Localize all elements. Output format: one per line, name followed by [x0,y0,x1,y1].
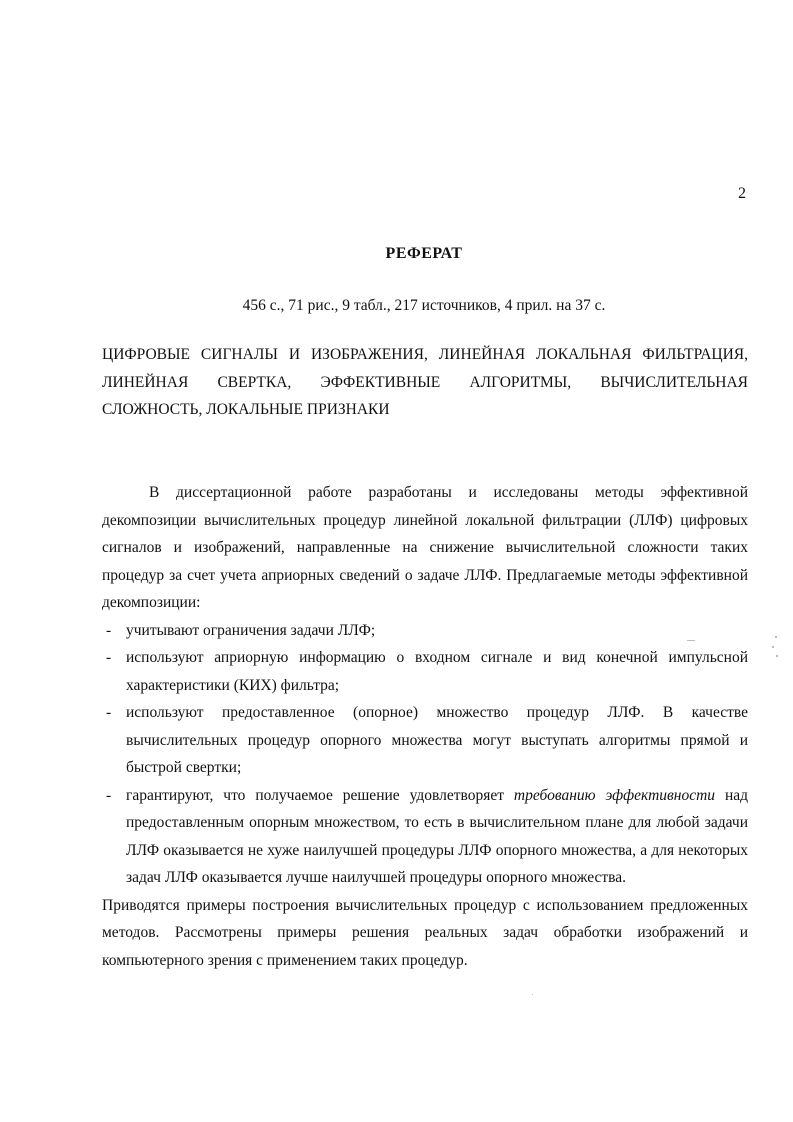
method-properties-list [102,617,748,892]
list-dash: - [106,786,112,804]
list-item-text-start: гарантируют, что получаемое решение удовлетворяет [126,786,514,804]
page-title: РЕФЕРАТ [385,245,463,262]
list-item-text: учитывают ограничения задачи ЛЛФ; [126,621,376,639]
bibliographic-stats: 456 с., 71 рис., 9 табл., 217 источников, 4 прил. на 37 с. [242,297,606,314]
emphasized-term: требованию эффективности [513,786,716,804]
keywords: ЦИФРОВЫЕ СИГНАЛЫ И ИЗОБРАЖЕНИЯ, ЛИНЕЙНАЯ ЛОКАЛЬНАЯ ФИЛЬТРАЦИЯ, ЛИНЕЙНАЯ СВЕРТКА, ЭФФЕКТИВНЫЕ АЛГОРИТМЫ, ВЫЧИСЛИТЕЛЬНАЯ СЛОЖНОСТЬ, ЛОКАЛЬНЫЕ ПРИЗНАКИ [102,346,748,418]
abstract-body [102,479,748,974]
list-item [102,617,748,645]
list-item [102,699,748,782]
list-dash: - [106,621,112,639]
scan-speck [775,636,777,638]
scan-speck [532,994,533,995]
scan-speck [687,640,695,641]
abstract-intro-paragraph: В диссертационной работе разработаны и исследованы методы эффективной декомпозиции вычислительных процедур линейной локальной фильтрации (ЛЛФ) цифровых сигналов и изображений, направленные на снижение вычислительной сложности таких процедур за счет учета априорных сведений о задаче ЛЛФ. Предлагаемые методы эффективной декомпозиции: [102,484,748,611]
list-item [102,782,748,892]
list-item [102,644,748,699]
list-item-text: используют предоставленное (опорное) множество процедур ЛЛФ. В качестве вычислительных процедур опорного множества могут выступать алгоритмы прямой и быстрой свертки; [126,704,748,776]
list-dash: - [106,704,112,721]
scan-speck [772,646,774,648]
list-item-text: используют априорную информацию о входном сигнале и вид конечной импульсной характеристики (КИХ) фильтра; [126,649,748,694]
list-item-text-end: над предоставленным опорным множеством, то есть в вычислительном плане для любой задачи ЛЛФ оказывается не хуже наилучшей процедуры ЛЛФ опорного множества, а для некоторых задач ЛЛФ оказывается лучше наилучшей процедуры опорного множества. [126,786,749,886]
list-dash: - [106,649,112,666]
page-number: 2 [738,185,746,202]
scan-speck [776,655,778,657]
abstract-conclusion-paragraph: Приводятся примеры построения вычислительных процедур с использованием предложенных методов. Рассмотрены примеры решения реальных задач обработки изображений и компьютерного зрения с применением таких процедур. [102,896,748,969]
